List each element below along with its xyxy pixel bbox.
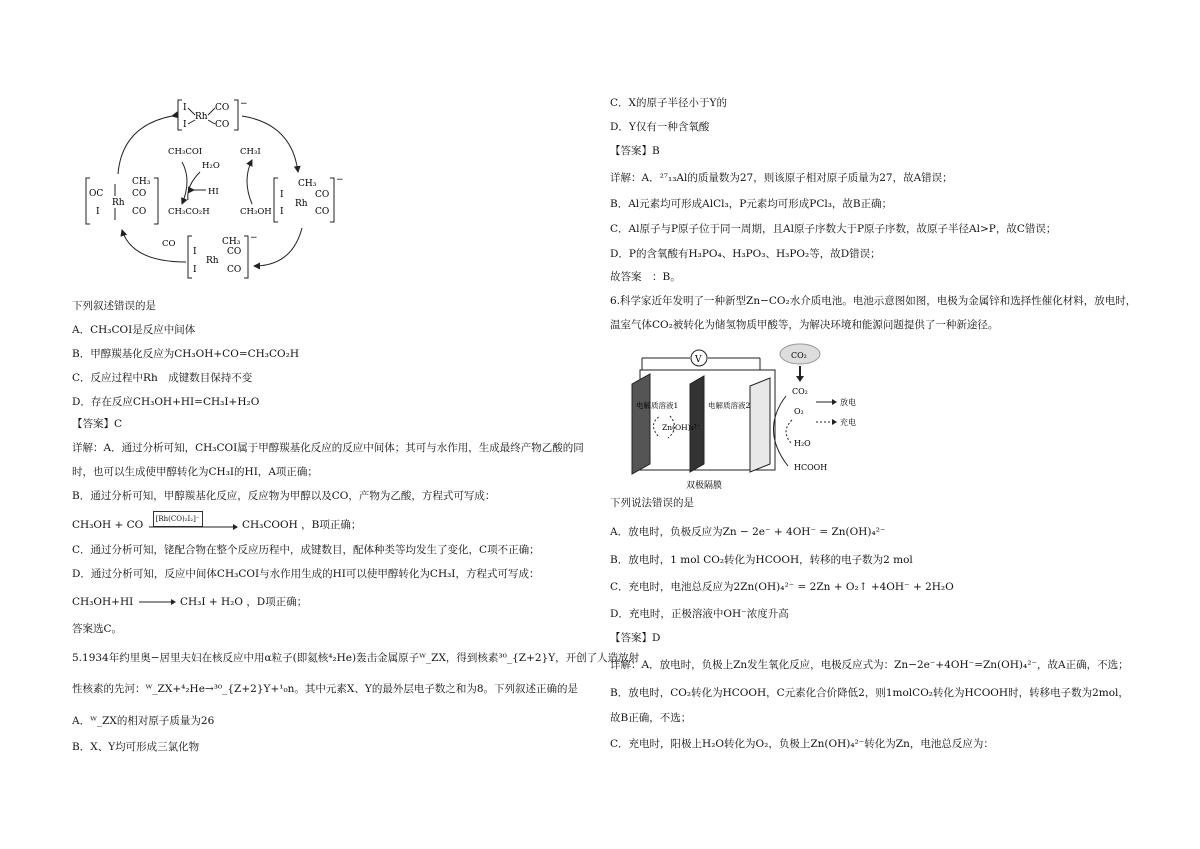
species-ch3coi: CH₃COI xyxy=(168,147,203,157)
species-hi: HI xyxy=(208,187,219,197)
explain5-line-4: D．P的含氧酸有H₃PO₄、H₃PO₃、H₃PO₂等，故D错误； xyxy=(610,248,881,260)
explain6-line-3: 故B正确，不选； xyxy=(610,712,692,724)
zincate-label: Zn(OH)₄²⁻ xyxy=(662,423,701,432)
explain-line-2: 时，也可以生成使甲醇转化为CH₃I的HI，A项正确； xyxy=(72,466,318,478)
q5-option-a: A．ᵂ_ZX的相对原子质量为26 xyxy=(72,715,215,727)
right-complex xyxy=(274,175,344,222)
charge-path xyxy=(786,420,792,444)
right-i2: I xyxy=(280,207,284,217)
arrow-bottom-to-left xyxy=(122,230,186,262)
right-minus: − xyxy=(336,175,344,185)
top-rh: Rh xyxy=(195,112,208,122)
arrow-left-to-top xyxy=(118,116,172,174)
co2-cloud-label: CO₂ xyxy=(791,351,807,360)
o2-label: O₂ xyxy=(794,407,804,416)
option-a: A．CH₃COI是反应中间体 xyxy=(72,324,196,336)
battery-diagram xyxy=(620,340,860,492)
catalyst-electrode xyxy=(750,378,770,472)
eq1-lhs: CH₃OH + CO xyxy=(72,519,144,531)
left-co2: CO xyxy=(132,207,147,217)
explain6-line-2: B．放电时，CO₂转化为HCOOH，C元素化合价降低2，则1molCO₂转化为HCOOH时，转移电子数为2mol， xyxy=(610,687,1129,699)
species-h2o: H₂O xyxy=(202,161,220,171)
left-oc: OC xyxy=(89,189,104,199)
explain5-line-1: 详解：A．²⁷₁₃Al的质量数为27，则该原子相对原子质量为27，故A错误； xyxy=(610,172,953,184)
q6-option-a: A．放电时，负极反应为Zn − 2e⁻ + 4OH⁻ = Zn(OH)₄²⁻ xyxy=(610,526,886,538)
q6-option-c: C．充电时，电池总反应为2Zn(OH)₄²⁻ = 2Zn + O₂↑ +4OH⁻ + 2H₂O xyxy=(610,581,954,593)
h2o-label: H₂O xyxy=(794,439,811,448)
explain5-line-5: 故答案 ：B。 xyxy=(610,271,681,283)
q6-line-1: 6.科学家近年发明了一种新型Zn−CO₂水介质电池。电池示意图如图，电极为金属锌和选择性催化材料，放电时， xyxy=(610,295,1137,307)
voltmeter-label: V xyxy=(695,355,702,365)
species-co: CO xyxy=(162,239,176,249)
eq1-tail: ，B项正确； xyxy=(301,519,362,531)
q5-line-2: 性核素的先河：ᵂ_ZX+⁴₂He→³⁰_{Z+2}Y+¹₀n。其中元素X、Y的最外层电子数之和为8。下列叙述正确的是 xyxy=(72,683,579,695)
arrow-icon xyxy=(832,419,837,425)
bottom-ch3: CH₃ xyxy=(222,237,241,247)
q5-option-b: B．X、Y均可形成三氯化物 xyxy=(72,741,200,753)
membrane-label: 双极隔膜 xyxy=(686,481,723,491)
bottom-complex xyxy=(188,233,258,278)
top-complex xyxy=(178,99,248,130)
choose-answer: 答案选C。 xyxy=(72,623,123,635)
eq2-rhs: CH₃I + H₂O xyxy=(179,596,243,608)
arrow-right-to-bottom xyxy=(254,228,302,266)
left-rh: Rh xyxy=(112,198,125,208)
right-ch3: CH₃ xyxy=(298,179,317,189)
right-co1: CO xyxy=(315,190,330,200)
q5-line-1: 5.1934年约里奥−居里夫妇在核反应中用α粒子(即氦核⁴₂He)轰击金属原子ᵂ_ZX，得到核素³⁰_{Z+2}Y，开创了人造放射 xyxy=(72,652,640,664)
solution1-label: 电解质溶液1 xyxy=(636,401,679,410)
explain-line-5: D．通过分析可知，反应中间体CH₃COI与水作用生成的HI可以使甲醇转化为CH₃I，方程式可写成： xyxy=(72,568,540,580)
right-co2: CO xyxy=(315,207,330,217)
arrow-ch3coi-to-acid xyxy=(182,162,187,204)
zinc-electrode xyxy=(632,374,650,474)
option-c: C．反应过程中Rh 成键数目保持不变 xyxy=(72,372,253,384)
arrow-icon xyxy=(137,597,177,607)
bottom-minus: − xyxy=(250,233,258,243)
catalytic-cycle-diagram xyxy=(82,96,372,292)
answer5-label: 【答案】B xyxy=(610,145,660,157)
eq2-lhs: CH₃OH+HI xyxy=(72,596,134,608)
option-b: B．甲醇羰基化反应为CH₃OH+CO=CH₃CO₂H xyxy=(72,348,300,360)
solution2-label: 电解质溶液2 xyxy=(708,401,751,410)
arrow-icon xyxy=(796,376,804,382)
species-ch3oh: CH₃OH xyxy=(240,207,272,217)
discharge-label: 放电 xyxy=(840,398,856,407)
right-rh: Rh xyxy=(295,199,308,209)
q5-option-d: D．Y仅有一种含氧酸 xyxy=(610,121,710,133)
bottom-rh: Rh xyxy=(206,256,219,266)
top-co2: CO xyxy=(215,120,230,130)
top-i1: I xyxy=(183,103,187,113)
explain-line-4: C．通过分析可知，铑配合物在整个反应历程中，成键数目，配体种类等均发生了变化，C项不正确； xyxy=(72,544,540,556)
left-co1: CO xyxy=(132,189,147,199)
bottom-i2: I xyxy=(193,265,197,275)
bottom-co1: CO xyxy=(227,247,242,257)
q6-line-2: 温室气体CO₂被转化为储氢物质甲酸等，为解决环境和能源问题提供了一种新途径。 xyxy=(610,319,999,331)
top-co1: CO xyxy=(215,103,230,113)
eq2-tail: ，D项正确； xyxy=(246,596,308,608)
explain6-line-1: 详解：A．放电时，负极上Zn发生氧化反应，电极反应式为：Zn−2e⁻+4OH⁻=Zn(OH)₄²⁻，故A正确，不选； xyxy=(610,659,1129,671)
equation-2 xyxy=(72,595,307,609)
bottom-co2: CO xyxy=(227,265,242,275)
bottom-i1: I xyxy=(193,247,197,257)
question6-text: 下列说法错误的是 xyxy=(610,497,694,509)
left-i: I xyxy=(96,207,100,217)
species-ch3co2h: CH₃CO₂H xyxy=(168,207,210,217)
left-complex xyxy=(86,177,158,224)
hcooh-label: HCOOH xyxy=(794,463,828,472)
eq1-condition: [Rh(CO)₂I₂]⁻ xyxy=(153,511,203,527)
answer6-label: 【答案】D xyxy=(610,632,661,644)
explain5-line-3: C．Al原子与P原子位于同一周期，且Al原子序数大于P原子序数，故原子半径Al>P，故C错误； xyxy=(610,223,1057,235)
explain5-line-2: B．Al元素均可形成AlCl₃，P元素均可形成PCl₃，故B正确； xyxy=(610,198,893,210)
explain-line-1: 详解：A．通过分析可知，CH₃COI属于甲醇羰基化反应的反应中间体；其可与水作用，生成最终产物乙酸的同 xyxy=(72,442,584,454)
eq1-rhs: CH₃COOH xyxy=(241,519,298,531)
arrow-ch3oh-to-ch3i xyxy=(247,160,252,204)
eq1-arrow xyxy=(147,515,239,532)
co2-label: CO₂ xyxy=(792,387,808,396)
question-text: 下列叙述错误的是 xyxy=(72,300,156,312)
top-i2: I xyxy=(183,120,187,130)
equation-1 xyxy=(72,515,362,532)
species-ch3i: CH₃I xyxy=(240,147,261,157)
right-i1: I xyxy=(280,190,284,200)
left-ch3: CH₃ xyxy=(132,177,151,187)
q6-option-b: B．放电时，1 mol CO₂转化为HCOOH，转移的电子数为2 mol xyxy=(610,554,913,566)
arrow-water-in xyxy=(188,172,200,200)
top-minus: − xyxy=(240,99,248,109)
answer-label: 【答案】C xyxy=(72,418,123,430)
arrow-icon xyxy=(832,399,837,405)
q6-option-d: D．充电时，正极溶液中OH⁻浓度升高 xyxy=(610,608,789,620)
arrow-icon xyxy=(147,520,239,534)
q5-option-c: C．X的原子半径小于Y的 xyxy=(610,97,727,109)
explain6-line-4: C．充电时，阳极上H₂O转化为O₂，负极上Zn(OH)₄²⁻转化为Zn，电池总反应为： xyxy=(610,738,994,750)
explain-line-3: B．通过分析可知，甲醇羰基化反应，反应物为甲醇以及CO，产物为乙酸，方程式可写成： xyxy=(72,490,496,502)
option-d: D．存在反应CH₃OH+HI=CH₃I+H₂O xyxy=(72,396,260,408)
charge-label: 充电 xyxy=(840,418,856,427)
